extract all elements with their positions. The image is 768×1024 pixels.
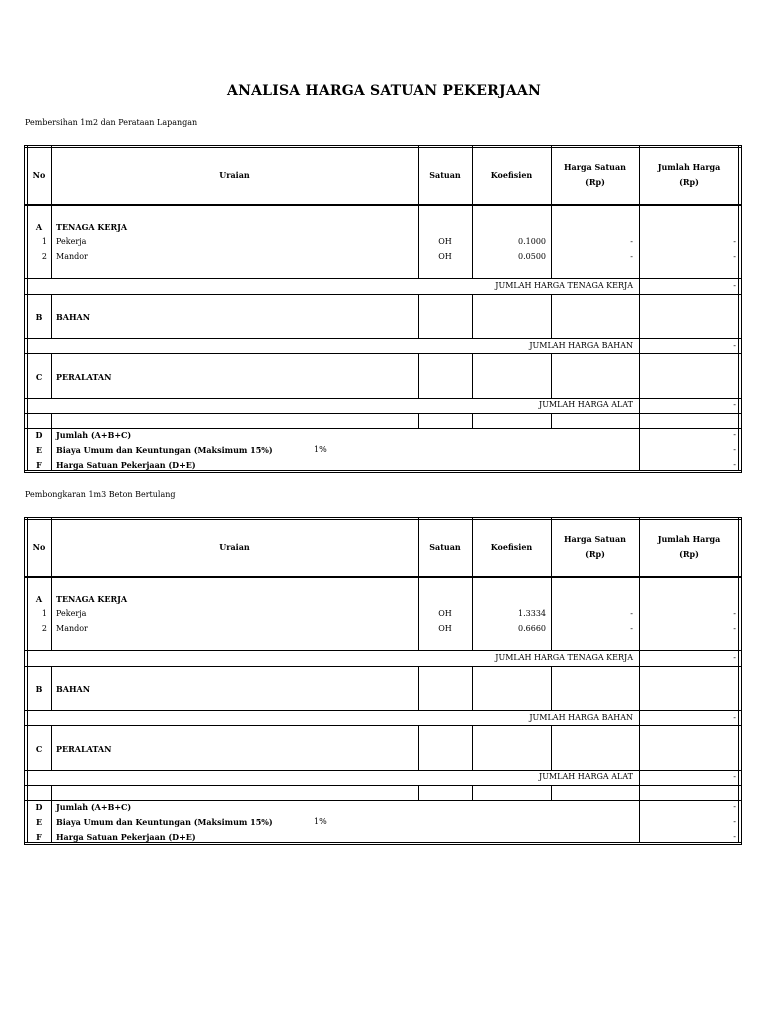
row-divider: [25, 800, 741, 801]
item-satuan: OH: [438, 624, 452, 633]
item-uraian: Mandor: [56, 624, 88, 633]
subtotal-value: -: [733, 341, 736, 350]
item-jumlah-harga: -: [733, 609, 736, 618]
group-code: C: [35, 372, 43, 382]
row-divider: [25, 413, 741, 414]
row-divider: [25, 770, 741, 771]
item-no: 1: [41, 609, 47, 618]
column-divider: [639, 666, 640, 710]
header-harga-satuan-unit: (Rp): [585, 177, 605, 187]
total-code: D: [35, 430, 43, 440]
header-harga-satuan: Harga Satuan: [564, 162, 626, 172]
row-divider: [25, 650, 741, 651]
column-divider: [27, 146, 28, 470]
header-satuan: Satuan: [429, 542, 461, 552]
item-no: 2: [41, 624, 47, 633]
row-divider: [25, 338, 741, 339]
header-jumlah-harga-unit: (Rp): [679, 177, 699, 187]
row-divider: [25, 842, 741, 843]
column-divider: [418, 294, 419, 338]
row-divider: [25, 353, 741, 354]
item-harga-satuan: -: [630, 609, 633, 618]
total-value: -: [733, 832, 736, 841]
row-divider: [25, 725, 741, 726]
column-divider: [551, 353, 552, 398]
column-divider: [472, 785, 473, 800]
subtotal-label: JUMLAH HARGA ALAT: [538, 772, 633, 781]
header-no: No: [32, 170, 46, 180]
item-satuan: OH: [438, 237, 452, 246]
item-satuan: OH: [438, 609, 452, 618]
group-code: A: [35, 594, 43, 604]
column-divider: [472, 294, 473, 338]
column-divider: [51, 413, 52, 428]
total-extra: 1%: [314, 817, 327, 826]
header-koefisien: Koefisien: [490, 170, 533, 180]
subtotal-value: -: [733, 772, 736, 781]
total-code: F: [36, 460, 42, 470]
analysis-table: [24, 145, 742, 473]
item-no: 2: [41, 252, 47, 261]
header-jumlah-harga: Jumlah Harga: [657, 534, 721, 544]
total-label: Biaya Umum dan Keuntungan (Maksimum 15%): [56, 445, 273, 455]
analysis-table: [24, 517, 742, 845]
column-divider: [738, 146, 739, 470]
group-label: BAHAN: [56, 684, 91, 694]
item-koefisien: 1.3334: [518, 609, 546, 618]
column-divider: [51, 146, 52, 278]
group-code: A: [35, 222, 43, 232]
item-harga-satuan: -: [630, 252, 633, 261]
subtotal-label: JUMLAH HARGA BAHAN: [529, 341, 633, 350]
row-divider: [25, 470, 741, 471]
column-divider: [51, 353, 52, 398]
subtotal-label: JUMLAH HARGA TENAGA KERJA: [495, 653, 633, 662]
column-divider: [639, 413, 640, 428]
group-label: PERALATAN: [56, 744, 112, 754]
column-divider: [418, 666, 419, 710]
item-harga-satuan: -: [630, 624, 633, 633]
item-koefisien: 0.1000: [518, 237, 546, 246]
column-divider: [418, 413, 419, 428]
group-label: TENAGA KERJA: [56, 594, 128, 604]
row-divider: [25, 428, 741, 429]
group-label: TENAGA KERJA: [56, 222, 128, 232]
group-code: B: [35, 684, 43, 694]
column-divider: [472, 666, 473, 710]
header-jumlah-harga: Jumlah Harga: [657, 162, 721, 172]
column-divider: [51, 666, 52, 710]
column-divider: [51, 518, 52, 650]
row-divider: [25, 398, 741, 399]
column-divider: [639, 785, 640, 800]
total-code: E: [35, 817, 43, 827]
header-koefisien: Koefisien: [490, 542, 533, 552]
row-divider: [25, 294, 741, 295]
row-divider: [25, 147, 741, 148]
item-jumlah-harga: -: [733, 237, 736, 246]
total-label: Harga Satuan Pekerjaan (D+E): [56, 460, 196, 470]
column-divider: [551, 413, 552, 428]
page-title: ANALISA HARGA SATUAN PEKERJAAN: [227, 83, 541, 99]
item-no: 1: [41, 237, 47, 246]
header-satuan: Satuan: [429, 170, 461, 180]
row-divider: [25, 710, 741, 711]
header-uraian: Uraian: [219, 170, 250, 180]
subtotal-value: -: [733, 281, 736, 290]
column-divider: [551, 785, 552, 800]
column-divider: [418, 353, 419, 398]
header-harga-satuan-unit: (Rp): [585, 549, 605, 559]
subtotal-value: -: [733, 653, 736, 662]
group-code: C: [35, 744, 43, 754]
group-code: B: [35, 312, 43, 322]
total-label: Biaya Umum dan Keuntungan (Maksimum 15%): [56, 817, 273, 827]
row-divider: [25, 666, 741, 667]
subtotal-value: -: [733, 713, 736, 722]
total-value: -: [733, 817, 736, 826]
item-uraian: Mandor: [56, 252, 88, 261]
column-divider: [472, 353, 473, 398]
item-harga-satuan: -: [630, 237, 633, 246]
item-koefisien: 0.0500: [518, 252, 546, 261]
subtotal-label: JUMLAH HARGA TENAGA KERJA: [495, 281, 633, 290]
column-divider: [51, 428, 52, 470]
column-divider: [639, 725, 640, 770]
total-label: Harga Satuan Pekerjaan (D+E): [56, 832, 196, 842]
total-label: Jumlah (A+B+C): [56, 802, 132, 812]
column-divider: [639, 353, 640, 398]
section-title: Pembongkaran 1m3 Beton Bertulang: [25, 490, 176, 499]
column-divider: [418, 725, 419, 770]
section-title: Pembersihan 1m2 dan Perataan Lapangan: [25, 118, 198, 127]
item-uraian: Pekerja: [56, 609, 87, 618]
row-divider: [25, 519, 741, 520]
total-value: -: [733, 430, 736, 439]
header-jumlah-harga-unit: (Rp): [679, 549, 699, 559]
total-code: E: [35, 445, 43, 455]
header-harga-satuan: Harga Satuan: [564, 534, 626, 544]
column-divider: [51, 294, 52, 338]
column-divider: [551, 294, 552, 338]
item-jumlah-harga: -: [733, 252, 736, 261]
row-divider: [25, 278, 741, 279]
total-code: F: [36, 832, 42, 842]
item-uraian: Pekerja: [56, 237, 87, 246]
column-divider: [639, 294, 640, 338]
total-code: D: [35, 802, 43, 812]
item-satuan: OH: [438, 252, 452, 261]
total-value: -: [733, 802, 736, 811]
column-divider: [418, 785, 419, 800]
row-divider: [25, 785, 741, 786]
row-divider: [25, 204, 741, 206]
row-divider: [25, 576, 741, 578]
header-no: No: [32, 542, 46, 552]
total-label: Jumlah (A+B+C): [56, 430, 132, 440]
column-divider: [472, 413, 473, 428]
column-divider: [472, 725, 473, 770]
column-divider: [51, 800, 52, 842]
column-divider: [551, 725, 552, 770]
column-divider: [51, 725, 52, 770]
column-divider: [738, 518, 739, 842]
total-value: -: [733, 460, 736, 469]
header-uraian: Uraian: [219, 542, 250, 552]
group-label: PERALATAN: [56, 372, 112, 382]
item-jumlah-harga: -: [733, 624, 736, 633]
subtotal-label: JUMLAH HARGA ALAT: [538, 400, 633, 409]
group-label: BAHAN: [56, 312, 91, 322]
subtotal-value: -: [733, 400, 736, 409]
total-extra: 1%: [314, 445, 327, 454]
subtotal-label: JUMLAH HARGA BAHAN: [529, 713, 633, 722]
column-divider: [551, 666, 552, 710]
item-koefisien: 0.6660: [518, 624, 546, 633]
column-divider: [51, 785, 52, 800]
column-divider: [27, 518, 28, 842]
total-value: -: [733, 445, 736, 454]
